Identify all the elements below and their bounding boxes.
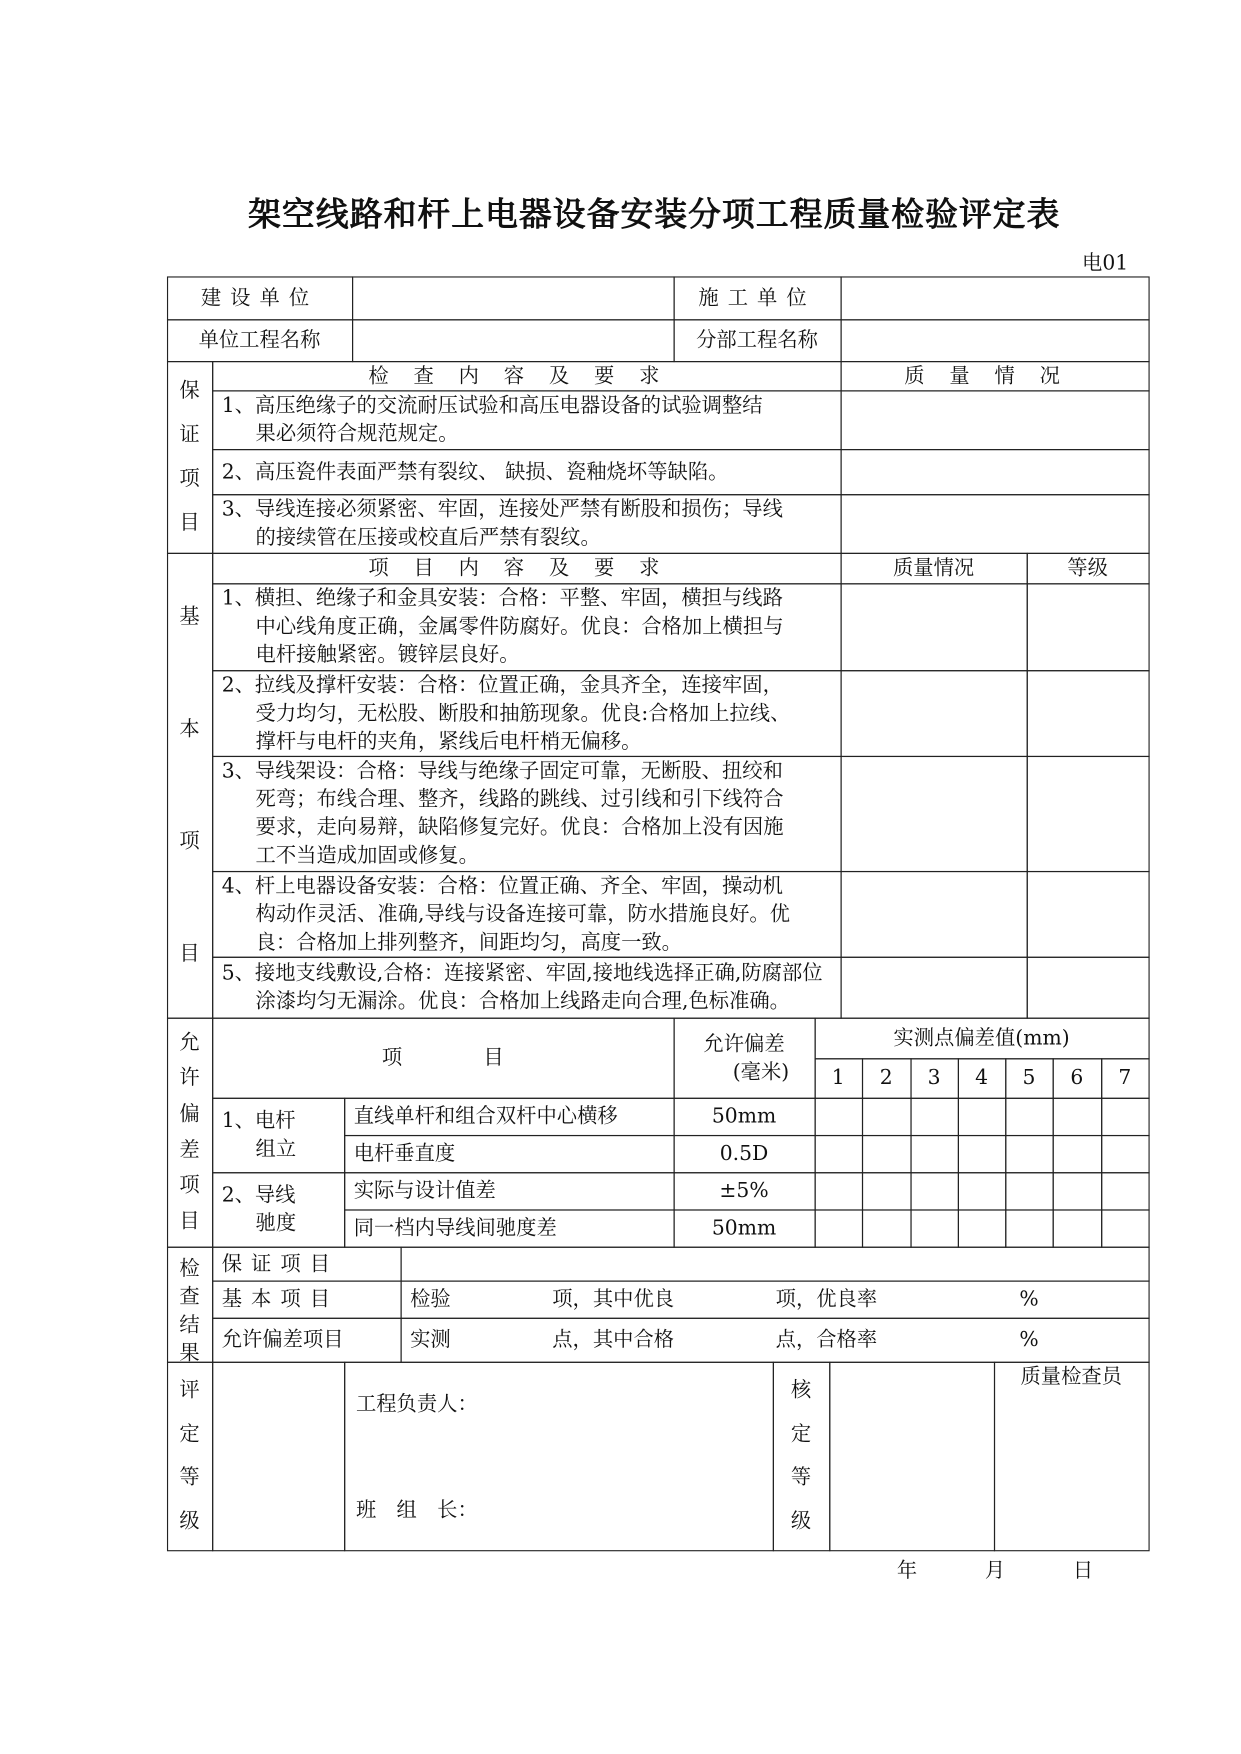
- allowance-item: 同一档内导线间驰度差: [344, 1209, 675, 1247]
- label-char: 证: [179, 422, 200, 447]
- allowance-value: 0.5D: [673, 1134, 815, 1172]
- text-line: 1、高压绝缘子的交流耐压试验和高压电器设备的试验调整结: [221, 393, 763, 418]
- label-char: 基: [179, 604, 200, 629]
- basic-grade-field[interactable]: [1026, 956, 1149, 1018]
- text-line: 中心线角度正确，金属零件防腐好。优良：合格加上横担与: [255, 614, 784, 639]
- evaluation-grade-field[interactable]: [212, 1361, 345, 1551]
- label-char: 结: [179, 1312, 200, 1337]
- label-char: 等: [790, 1465, 812, 1490]
- point-header: 7: [1101, 1058, 1150, 1099]
- allowance-value: 50mm: [673, 1097, 815, 1135]
- label-char: 定: [179, 1422, 200, 1447]
- label-char: 目: [179, 511, 200, 536]
- result-allow-text: 实测 点，其中合格 点，合格率 %: [400, 1317, 1149, 1362]
- signature-area: [344, 1361, 774, 1551]
- measured-point-field[interactable]: [1052, 1134, 1102, 1172]
- basic-section-label: [166, 552, 212, 1018]
- basic-grade-field[interactable]: [1026, 583, 1149, 671]
- unit-project-label: 单位工程名称: [166, 319, 352, 362]
- label-char: 保: [179, 378, 200, 403]
- text-line: 要求，走向易辩，缺陷修复完好。优良：合格加上没有因施: [255, 815, 784, 840]
- measured-point-field[interactable]: [910, 1134, 959, 1172]
- point-header: 4: [957, 1058, 1006, 1099]
- date-month: 月: [984, 1559, 1006, 1583]
- result-allow-label: 允许偏差项目: [212, 1317, 402, 1362]
- basic-item: [212, 755, 842, 871]
- result-basic-label: 基本项目: [212, 1280, 402, 1318]
- point-header: 3: [910, 1058, 959, 1099]
- measured-point-field[interactable]: [861, 1134, 911, 1172]
- basic-col-content: 项目内容及要求: [212, 552, 842, 584]
- sub-project-field[interactable]: [840, 319, 1149, 362]
- label-char: 偏: [179, 1102, 200, 1127]
- text-line: (毫米): [732, 1059, 790, 1084]
- measured-point-field[interactable]: [1005, 1097, 1054, 1135]
- measured-point-field[interactable]: [1005, 1134, 1054, 1172]
- measured-point-field[interactable]: [814, 1172, 863, 1210]
- text-line: 1、电杆: [221, 1109, 296, 1133]
- allowance-value: 50mm: [673, 1209, 815, 1247]
- result-basic-text: 检验 项，其中优良 项，优良率 %: [400, 1280, 1149, 1318]
- measured-point-field[interactable]: [1101, 1097, 1150, 1135]
- team-leader-label: 班 组 长：: [355, 1497, 478, 1522]
- measured-point-field[interactable]: [814, 1209, 863, 1247]
- measured-point-field[interactable]: [957, 1172, 1006, 1210]
- guarantee-section-label: [166, 360, 212, 553]
- guarantee-item: [212, 390, 842, 450]
- point-header: 1: [814, 1058, 863, 1099]
- text-line: 驰度: [255, 1211, 297, 1236]
- construct-unit-field[interactable]: [840, 276, 1149, 320]
- text-line: 1、横担、绝缘子和金具安装：合格：平整、牢固，横担与线路: [221, 586, 783, 611]
- result-section-label: [166, 1246, 212, 1365]
- verify-grade-field[interactable]: [829, 1361, 995, 1551]
- measured-point-field[interactable]: [1005, 1209, 1054, 1247]
- allowance-section-label: [166, 1017, 212, 1247]
- label-char: 目: [179, 942, 200, 966]
- text-line: 受力均匀，无松股、断股和抽筋现象。优良:合格加上拉线、: [255, 701, 791, 725]
- result-guarantee-label: 保证项目: [212, 1246, 402, 1281]
- label-char: 核: [790, 1378, 812, 1403]
- result-guarantee-field[interactable]: [400, 1246, 1149, 1281]
- label-char: 项: [179, 1173, 200, 1198]
- measured-point-field[interactable]: [957, 1134, 1006, 1172]
- basic-quality-field[interactable]: [840, 870, 1027, 957]
- allowance-item: 直线单杆和组合双杆中心横移: [344, 1097, 675, 1135]
- basic-grade-field[interactable]: [1026, 870, 1149, 957]
- measured-point-field[interactable]: [861, 1172, 911, 1210]
- measured-point-field[interactable]: [910, 1097, 959, 1135]
- label-char: 许: [179, 1066, 200, 1091]
- basic-item: [212, 956, 842, 1018]
- text-line: 3、导线架设：合格：导线与绝缘子固定可靠，无断股、扭绞和: [221, 759, 783, 783]
- measured-point-field[interactable]: [1101, 1209, 1150, 1247]
- text-line: 2、拉线及撑杆安装：合格：位置正确，金具齐全，连接牢固，: [221, 672, 783, 697]
- basic-grade-field[interactable]: [1026, 670, 1149, 757]
- basic-item: [212, 670, 842, 757]
- basic-col-quality: 质量情况: [840, 552, 1027, 584]
- label-char: 定: [790, 1422, 812, 1447]
- build-unit-label: 建设单位: [166, 276, 352, 320]
- measured-point-field[interactable]: [910, 1209, 959, 1247]
- text-line: 5、接地支线敷设,合格：连接紧密、牢固,接地线选择正确,防腐部位: [221, 961, 823, 985]
- text-line: 死弯；布线合理、整齐，线路的跳线、过引线和引下线符合: [255, 787, 784, 812]
- measured-point-field[interactable]: [1005, 1172, 1054, 1210]
- label-char: 目: [179, 1209, 200, 1234]
- date-year: 年: [896, 1559, 918, 1583]
- allowance-group: [212, 1097, 345, 1173]
- text-line: 果必须符合规范规定。: [255, 421, 459, 446]
- text-line: 允许偏差: [703, 1031, 785, 1056]
- measured-point-field[interactable]: [861, 1209, 911, 1247]
- text-line: 组立: [255, 1137, 297, 1161]
- basic-quality-field[interactable]: [840, 956, 1027, 1018]
- measured-point-field[interactable]: [1052, 1209, 1102, 1247]
- measured-point-field[interactable]: [910, 1172, 959, 1210]
- label-char: 检: [179, 1256, 200, 1280]
- form-code: 电01: [1082, 251, 1129, 276]
- build-unit-field[interactable]: [351, 276, 674, 320]
- page-title: 架空线路和杆上电器设备安装分项工程质量检验评定表: [248, 195, 1061, 234]
- basic-quality-field[interactable]: [840, 670, 1027, 757]
- basic-quality-field[interactable]: [840, 583, 1027, 671]
- text-line: 涂漆均匀无漏涂。优良：合格加上线路走向合理,色标准确。: [255, 989, 791, 1014]
- text-line: 2、导线: [221, 1183, 296, 1208]
- text-line: 构动作灵活、准确,导线与设备连接可靠，防水措施良好。优: [255, 901, 791, 926]
- text-line: 的接续管在压接或校直后严禁有裂纹。: [255, 525, 601, 550]
- measured-point-field[interactable]: [957, 1209, 1006, 1247]
- allowance-group: [212, 1172, 345, 1248]
- measured-point-field[interactable]: [814, 1097, 863, 1135]
- point-header: 2: [861, 1058, 911, 1099]
- allowance-item: 实际与设计值差: [344, 1172, 675, 1210]
- verify-grade-label: [772, 1361, 830, 1551]
- label-char: 允: [179, 1030, 200, 1055]
- label-char: 等: [179, 1465, 200, 1490]
- label-char: 果: [179, 1340, 200, 1365]
- measured-point-field[interactable]: [1052, 1097, 1102, 1135]
- label-char: 项: [179, 829, 200, 854]
- allowance-col-measured: 实测点偏差值(mm): [814, 1017, 1149, 1059]
- label-char: 查: [179, 1284, 200, 1309]
- text-line: 工不当造成加固或修复。: [255, 843, 479, 868]
- allowance-col-allow: [673, 1017, 815, 1098]
- label-char: 级: [179, 1509, 200, 1533]
- project-leader-label: 工程负责人：: [355, 1391, 478, 1416]
- basic-col-grade: 等级: [1026, 552, 1149, 584]
- guarantee-col-content: 检查内容及要求: [212, 360, 842, 390]
- basic-item: [212, 583, 842, 671]
- point-header: 5: [1005, 1058, 1054, 1099]
- unit-project-field[interactable]: [351, 319, 674, 362]
- allowance-value: ±5%: [673, 1172, 815, 1210]
- guarantee-col-quality: 质量情况: [840, 360, 1149, 390]
- label-char: 本: [179, 717, 200, 741]
- basic-item: [212, 870, 842, 957]
- allowance-item: 电杆垂直度: [344, 1134, 675, 1172]
- text-line: 电杆接触紧密。镀锌层良好。: [255, 643, 520, 667]
- allowance-col-item: 项 目: [212, 1017, 675, 1098]
- text-line: 2、高压瓷件表面严禁有裂纹、 缺损、瓷釉烧坏等缺陷。: [221, 459, 729, 484]
- construct-unit-label: 施工单位: [673, 276, 841, 320]
- measured-point-field[interactable]: [1101, 1134, 1150, 1172]
- evaluation-section-label: [166, 1361, 212, 1551]
- basic-quality-field[interactable]: [840, 755, 1027, 871]
- measured-point-field[interactable]: [861, 1097, 911, 1135]
- measured-point-field[interactable]: [957, 1097, 1006, 1135]
- inspector-label: 质量检查员: [993, 1361, 1149, 1551]
- text-line: 4、杆上电器设备安装：合格：位置正确、齐全、牢固，操动机: [221, 873, 783, 898]
- text-line: 3、导线连接必须紧密、牢固，连接处严禁有断股和损伤；导线: [221, 497, 783, 522]
- date-day: 日: [1072, 1559, 1094, 1583]
- guarantee-quality-field[interactable]: [840, 448, 1149, 494]
- measured-point-field[interactable]: [1101, 1172, 1150, 1210]
- point-header: 6: [1052, 1058, 1102, 1099]
- guarantee-quality-field[interactable]: [840, 390, 1149, 450]
- label-char: 项: [179, 467, 200, 491]
- text-line: 良：合格加上排列整齐，间距均匀，高度一致。: [255, 930, 682, 954]
- basic-grade-field[interactable]: [1026, 755, 1149, 871]
- sub-project-label: 分部工程名称: [673, 319, 841, 362]
- label-char: 级: [790, 1509, 812, 1533]
- label-char: 差: [179, 1138, 200, 1162]
- label-char: 评: [179, 1378, 200, 1403]
- measured-point-field[interactable]: [1052, 1172, 1102, 1210]
- guarantee-item: [212, 494, 842, 554]
- measured-point-field[interactable]: [814, 1134, 863, 1172]
- guarantee-quality-field[interactable]: [840, 494, 1149, 554]
- guarantee-item: [212, 448, 842, 494]
- text-line: 撑杆与电杆的夹角，紧线后电杆梢无偏移。: [255, 729, 642, 754]
